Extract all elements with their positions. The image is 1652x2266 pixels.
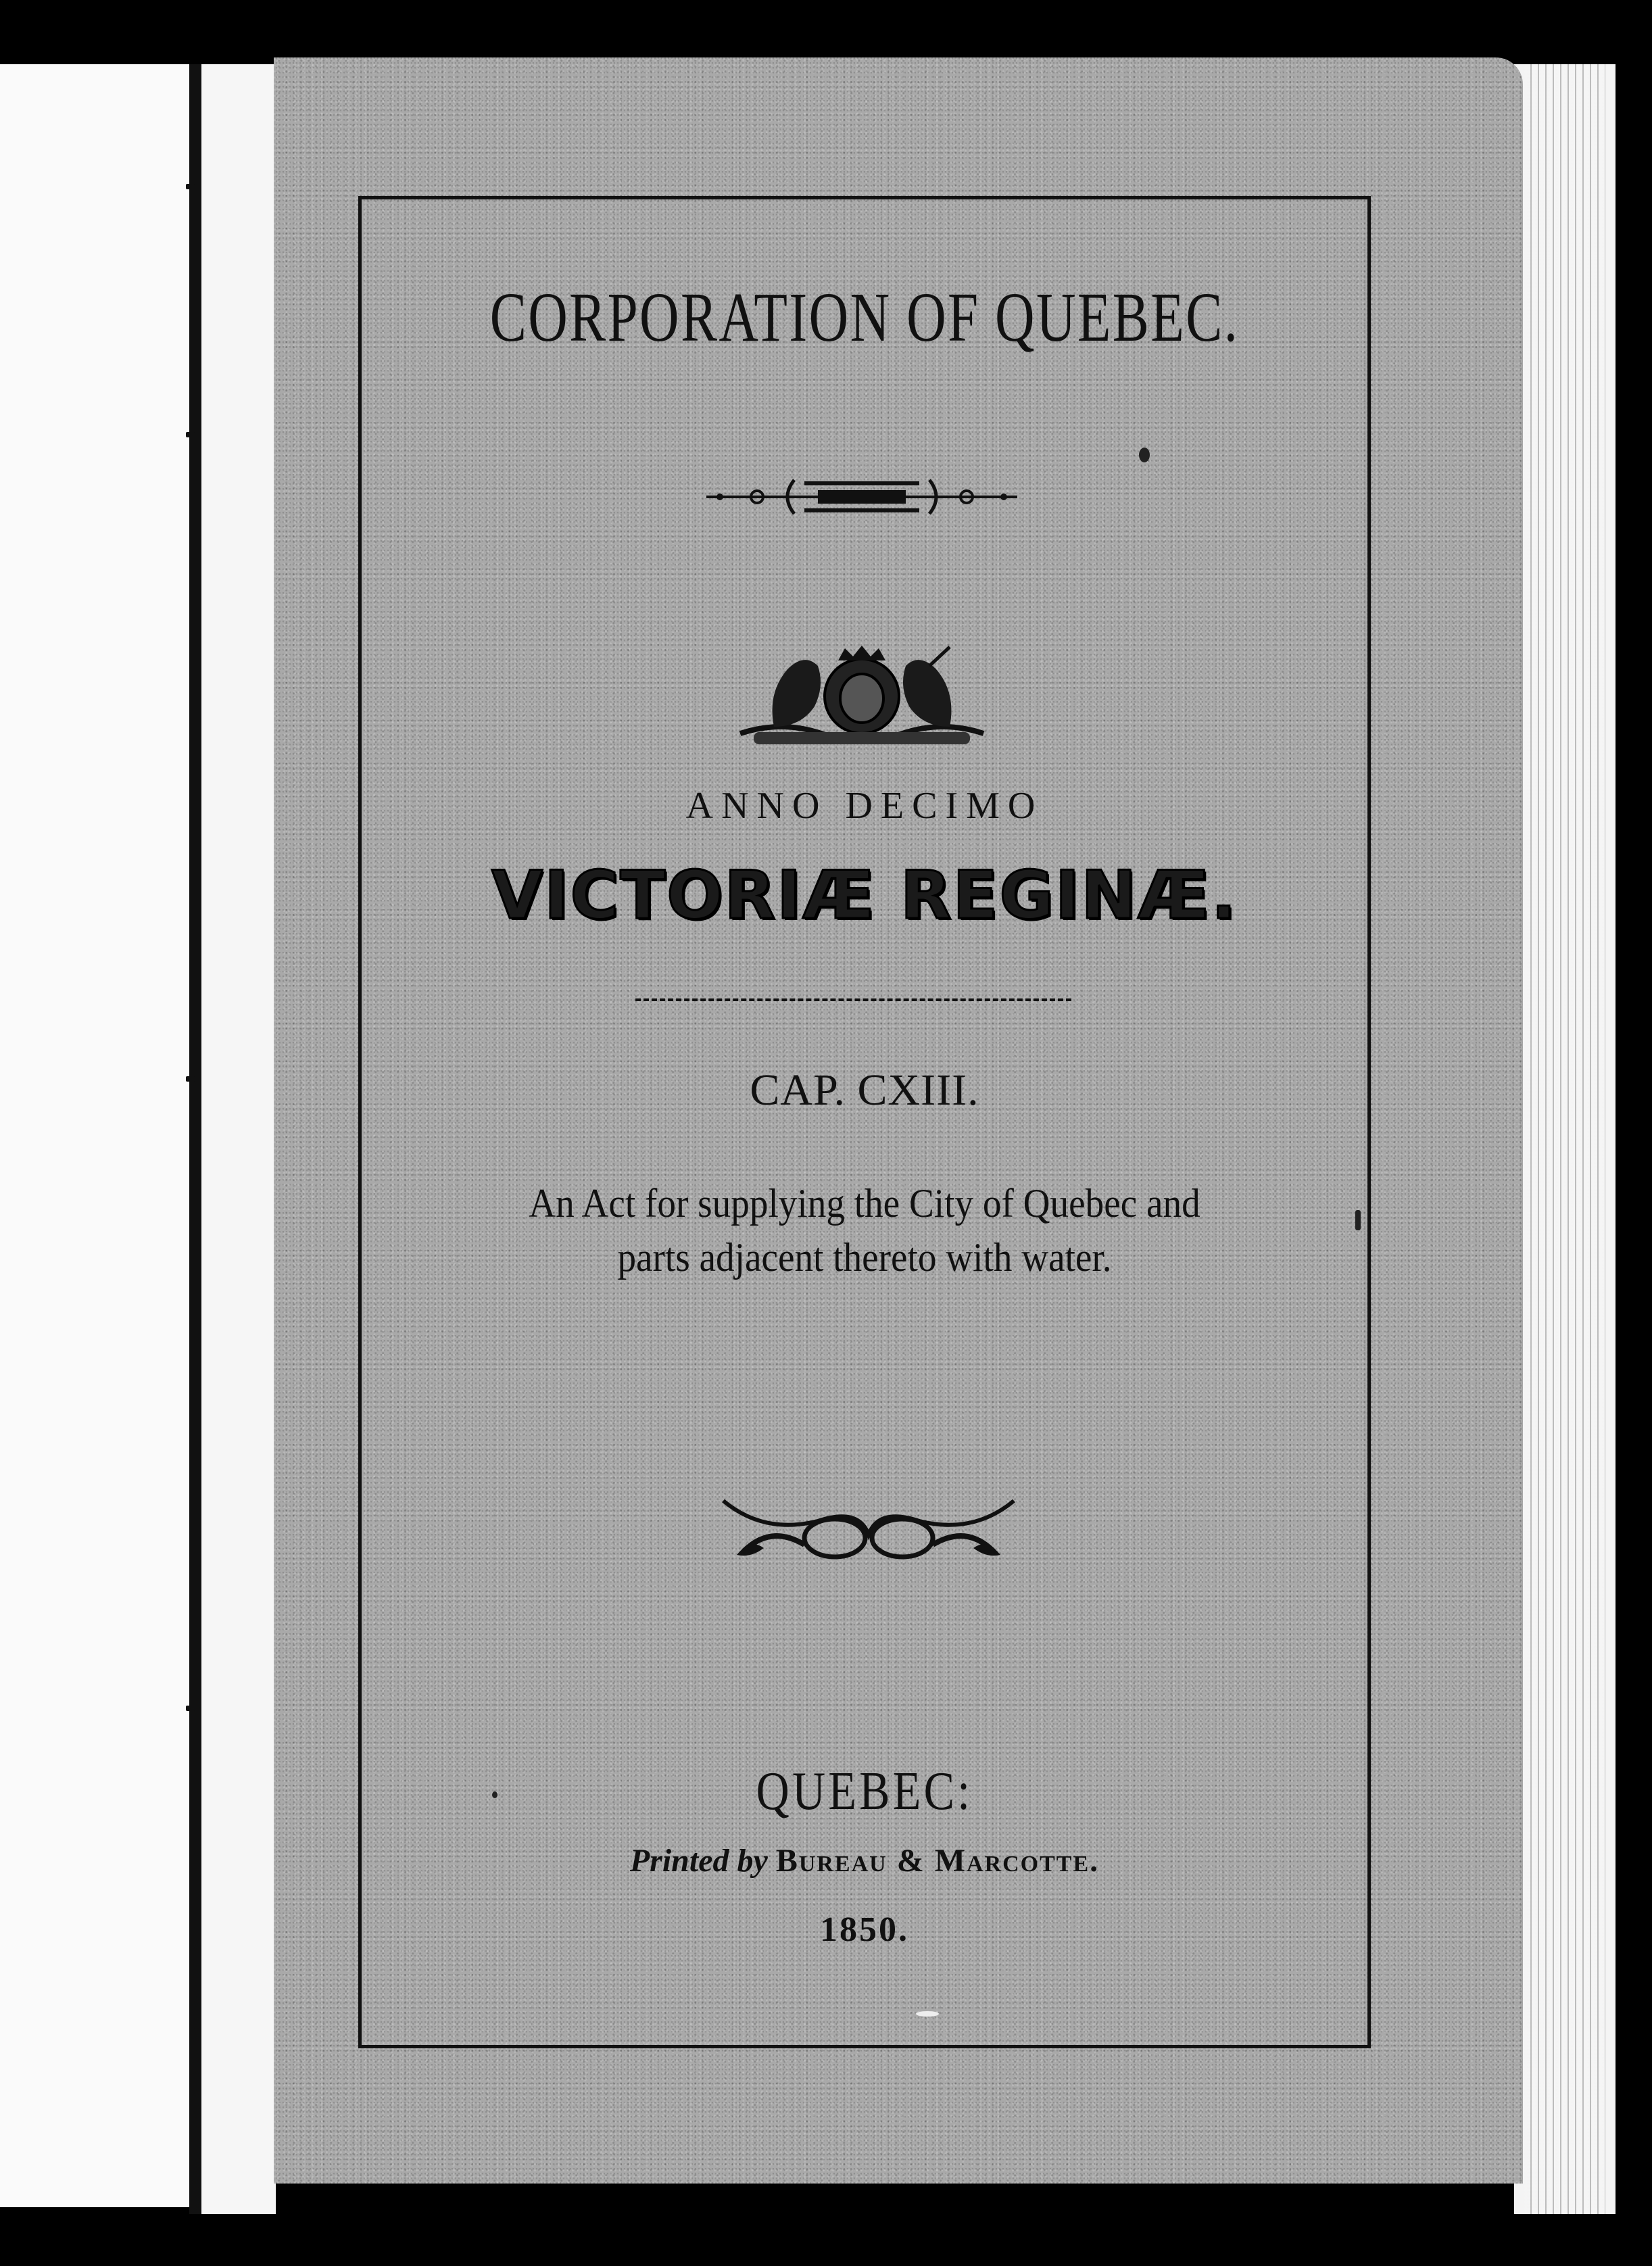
dashed-divider (635, 998, 1071, 1001)
ornamental-rule-icon (706, 473, 1017, 521)
publication-year: 1850. (820, 1910, 909, 1949)
paper-blemish (916, 2011, 939, 2017)
paper-blemish (1355, 1210, 1361, 1230)
scroll-flourish-icon (716, 1487, 1021, 1568)
paper-blemish (1139, 448, 1150, 462)
page-gutter-strip (201, 64, 276, 2214)
facing-page-left (0, 64, 189, 2207)
paper-blemish (492, 1791, 497, 1798)
binding-thread-mark (186, 184, 195, 189)
royal-arms-icon (727, 646, 997, 747)
chapter-number: CAP. CXIII. (750, 1065, 979, 1115)
page-edge-stack (1524, 64, 1605, 2214)
corporation-heading: CORPORATION OF QUEBEC. (489, 279, 1240, 356)
book-spine-shadow (189, 64, 201, 2214)
binding-thread-mark (186, 1076, 195, 1082)
victoriae-reginae-heading: VICTORIÆ REGINÆ. (491, 857, 1238, 934)
place-of-printing: QUEBEC: (756, 1762, 973, 1821)
printer-line (358, 1842, 1371, 1879)
binding-thread-mark (186, 1706, 195, 1711)
printer-name: Bureau & Marcotte. (775, 1843, 1100, 1879)
act-title: An Act for supplying the City of Quebec and parts adjacent thereto with water. (529, 1181, 1200, 1280)
printed-by-label: Printed by (629, 1843, 768, 1879)
binding-thread-mark (186, 432, 195, 437)
anno-decimo-line: ANNO DECIMO (685, 785, 1044, 827)
